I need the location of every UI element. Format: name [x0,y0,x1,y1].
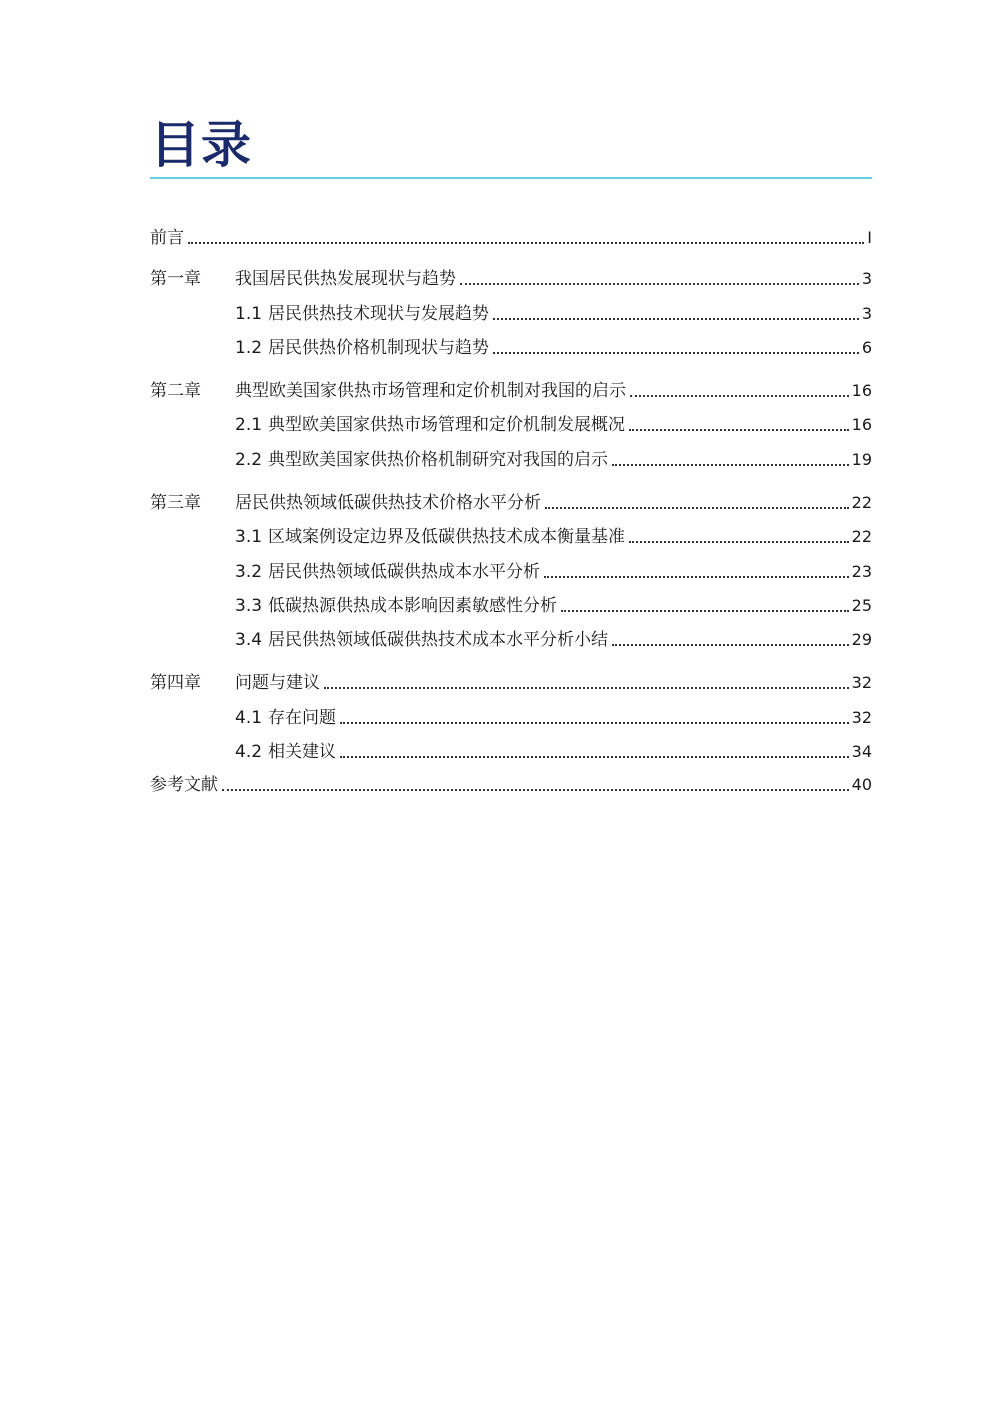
toc-chapter-number: 第一章 [150,269,201,289]
toc-chapter-number: 第三章 [150,493,201,513]
dot-leader [340,722,849,724]
toc-page-number: 16 [851,381,872,400]
toc-section-number: 4.2 [235,742,263,762]
toc-section-number: 3.3 [235,596,263,616]
toc-entry-references[interactable] [150,773,872,797]
toc-page-number: 40 [851,775,872,794]
toc-entry-preface[interactable] [150,226,872,250]
toc-entry-section-2-2[interactable] [235,448,872,472]
dot-leader [545,507,849,509]
dot-leader [222,789,849,791]
dot-leader [188,242,864,244]
toc-entry-title: 典型欧美国家供热价格机制研究对我国的启示 [268,450,608,470]
dot-leader [544,576,849,578]
toc-entry-title: 我国居民供热发展现状与趋势 [235,269,456,289]
toc-entry-section-3-2[interactable] [235,560,872,584]
toc-section-number: 1.2 [235,338,263,358]
toc-page-number: 22 [851,493,872,512]
dot-leader [630,395,849,397]
toc-entry-section-3-4[interactable] [235,628,872,652]
dot-leader [612,464,849,466]
toc-entry-title: 相关建议 [268,742,336,762]
toc-entry-section-4-1[interactable] [235,706,872,730]
toc-entry-title: 居民供热领域低碳供热技术价格水平分析 [235,493,541,513]
toc-page-number: 19 [851,450,872,469]
toc-entry-title: 参考文献 [150,775,218,795]
toc-entry-title: 典型欧美国家供热市场管理和定价机制发展概况 [268,415,625,435]
toc-section-number: 4.1 [235,708,263,728]
toc-page-number: 32 [851,673,872,692]
toc-entry-title: 居民供热领域低碳供热技术成本水平分析小结 [268,630,608,650]
toc-section-number: 2.2 [235,450,263,470]
toc-entry-title: 居民供热技术现状与发展趋势 [268,304,489,324]
toc-entry-chapter-4[interactable] [150,671,872,695]
toc-section-number: 1.1 [235,304,263,324]
toc-page-number: I [867,228,872,247]
toc-entry-title: 问题与建议 [235,673,320,693]
toc-entry-title: 低碳热源供热成本影响因素敏感性分析 [268,596,557,616]
toc-entry-section-4-2[interactable] [235,740,872,764]
toc-entry-title: 居民供热价格机制现状与趋势 [268,338,489,358]
dot-leader [493,318,859,320]
toc-section-number: 3.2 [235,562,263,582]
dot-leader [340,756,849,758]
toc-page-number: 23 [851,562,872,581]
title-underline [150,177,872,179]
toc-title: 目录 [150,116,252,174]
toc-page-number: 29 [851,630,872,649]
dot-leader [612,644,849,646]
dot-leader [324,687,849,689]
toc-entry-title: 存在问题 [268,708,336,728]
dot-leader [629,429,849,431]
toc-entry-chapter-2[interactable] [150,379,872,403]
dot-leader [629,541,849,543]
toc-entry-title: 前言 [150,228,184,248]
toc-page-number: 22 [851,527,872,546]
toc-section-number: 2.1 [235,415,263,435]
dot-leader [561,610,849,612]
toc-entry-section-3-3[interactable] [235,594,872,618]
toc-page-number: 3 [861,304,872,323]
toc-entry-section-1-1[interactable] [235,302,872,326]
toc-entry-section-2-1[interactable] [235,413,872,437]
toc-entry-section-1-2[interactable] [235,336,872,360]
toc-chapter-number: 第四章 [150,673,201,693]
dot-leader [493,352,859,354]
toc-entry-chapter-1[interactable] [150,267,872,291]
toc-entry-title: 居民供热领域低碳供热成本水平分析 [268,562,540,582]
dot-leader [460,283,859,285]
toc-entry-section-3-1[interactable] [235,525,872,549]
toc-page-number: 6 [861,338,872,357]
toc-page-number: 32 [851,708,872,727]
toc-section-number: 3.1 [235,527,263,547]
toc-page-number: 25 [851,596,872,615]
toc-entry-chapter-3[interactable] [150,491,872,515]
toc-entry-title: 区域案例设定边界及低碳供热技术成本衡量基准 [268,527,625,547]
toc-section-number: 3.4 [235,630,263,650]
toc-chapter-number: 第二章 [150,381,201,401]
toc-page-number: 16 [851,415,872,434]
toc-page-number: 34 [851,742,872,761]
toc-entry-title: 典型欧美国家供热市场管理和定价机制对我国的启示 [235,381,626,401]
toc-page-number: 3 [861,269,872,288]
